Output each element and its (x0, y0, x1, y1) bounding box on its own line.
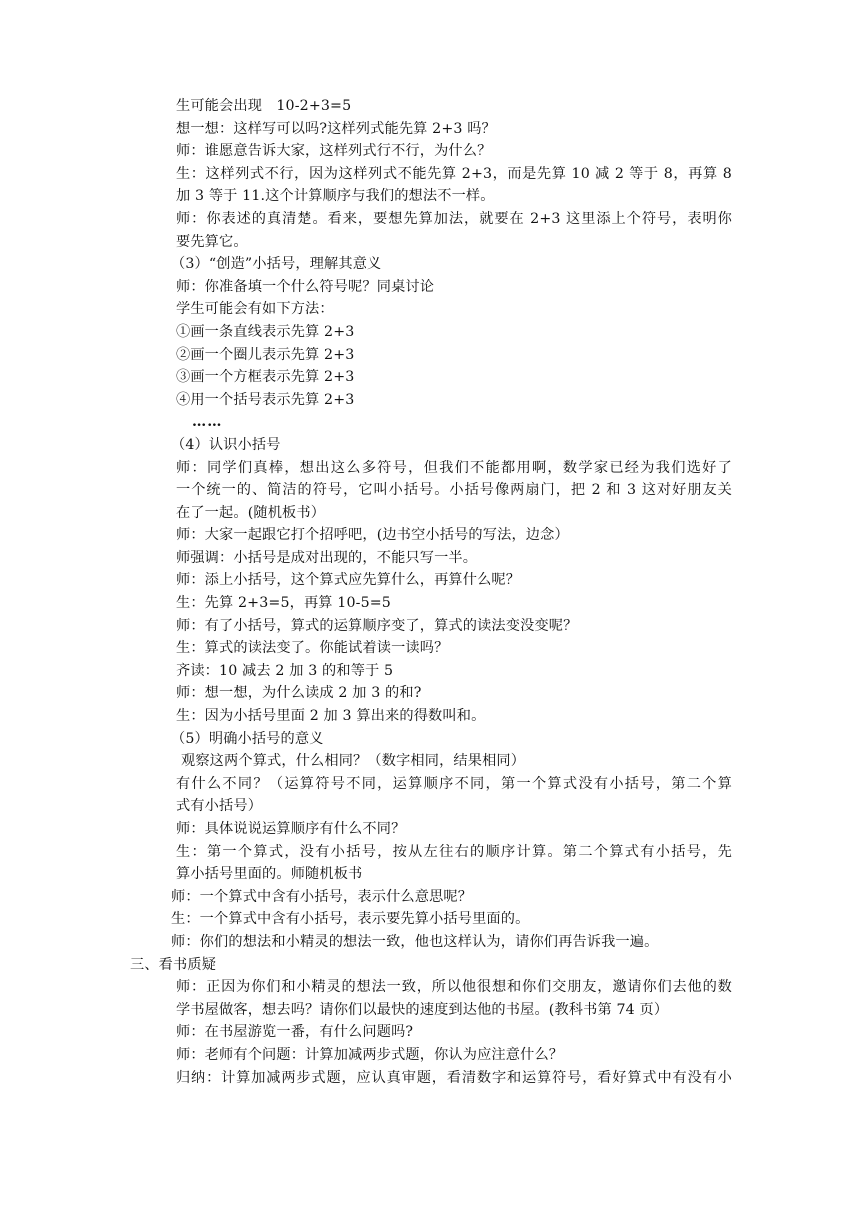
text-line: 师强调：小括号是成对出现的，不能只写一半。 (176, 549, 478, 566)
text-line: 生：因为小括号里面 2 加 3 算出来的得数叫和。 (176, 708, 486, 725)
text-line: 师：老师有个问题：计算加减两步式题，你认为应注意什么？ (176, 1046, 564, 1063)
text-line: 师：一个算式中含有小括号，表示什么意思呢？ (171, 888, 473, 905)
text-line: 齐读：10 减去 2 加 3 的和等于 5 (176, 662, 394, 679)
text-line: 生：算式的读法变了。你能试着读一读吗？ (176, 640, 449, 657)
text-line: 师：添上小括号，这个算式应先算什么，再算什么呢？ (176, 572, 521, 589)
text-line: 师：你们的想法和小精灵的想法一致，他也这样认为，请你们再告诉我一遍。 (171, 933, 659, 950)
text-line: 师：有了小括号，算式的运算顺序变了，算式的读法变没变呢？ (176, 617, 578, 634)
text-line: 有什么不同？（运算符号不同，运算顺序不同，第一个算式没有小括号，第二个算 (176, 775, 732, 792)
list-item: ①画一条直线表示先算 2+3 (176, 323, 355, 340)
text-line: 师：正因为你们和小精灵的想法一致，所以他很想和你们交朋友，邀请你们去他的数 (176, 979, 732, 996)
text-line: 一个统一的、简洁的符号，它叫小括号。小括号像两扇门，把 2 和 3 这对好朋友关 (176, 482, 732, 499)
text-line: 式有小括号） (176, 798, 263, 815)
text-line: 归纳：计算加减两步式题，应认真审题，看清数字和运算符号，看好算式中有没有小 (176, 1069, 732, 1086)
list-item: ③画一个方框表示先算 2+3 (176, 369, 355, 386)
text-line: 想一想：这样写可以吗?这样列式能先算 2+3 吗？ (176, 120, 496, 137)
text-line: 加 3 等于 11.这个计算顺序与我们的想法不一样。 (176, 188, 495, 205)
text-line: 师：谁愿意告诉大家，这样列式行不行，为什么？ (176, 143, 492, 160)
section-heading: 三、看书质疑 (130, 956, 217, 973)
text-line: 要先算它。 (176, 233, 248, 250)
text-line: 学书屋做客，想去吗？请你们以最快的速度到达他的书屋。(教科书第 74 页） (176, 1001, 669, 1018)
text-line: 师：同学们真棒，想出这么多符号，但我们不能都用啊，数学家已经为我们选好了 (176, 459, 732, 476)
text-line: 生：第一个算式，没有小括号，按从左往右的顺序计算。第二个算式有小括号，先 (176, 843, 732, 860)
text-line: 师：你准备填一个什么符号呢？同桌讨论 (176, 278, 435, 295)
document-page (0, 95, 860, 1089)
text-line: 师：你表述的真清楚。看来，要想先算加法，就要在 2+3 这里添上个符号，表明你 (176, 210, 732, 227)
section-heading: （4）认识小括号 (171, 436, 281, 453)
text-line: 观察这两个算式，什么相同？（数字相同，结果相同） (181, 753, 526, 770)
text-line: 师：在书屋游览一番，有什么问题吗? (176, 1024, 414, 1041)
ellipsis: …… (192, 414, 223, 431)
list-item: ④用一个括号表示先算 2+3 (176, 391, 355, 408)
text-line: 生：一个算式中含有小括号，表示要先算小括号里面的。 (171, 911, 530, 928)
list-item: ②画一个圈儿表示先算 2+3 (176, 346, 355, 363)
text-line: 师：大家一起跟它打个招呼吧，(边书空小括号的写法，边念） (176, 527, 569, 544)
text-line: 算小括号里面的。师随机板书 (176, 866, 363, 883)
section-heading: （5）明确小括号的意义 (171, 730, 324, 747)
text-line: 师：想一想，为什么读成 2 加 3 的和? (176, 685, 422, 702)
text-line: 生可能会出现 10-2+3=5 (176, 98, 352, 114)
text-line: 生：先算 2+3=5，再算 10-5=5 (176, 595, 391, 612)
text-line: 学生可能会有如下方法： (176, 301, 334, 318)
text-line: 生：这样列式不行，因为这样列式不能先算 2+3，而是先算 10 减 2 等于 8，再算 8 (176, 165, 732, 182)
section-heading: （3）“创造”小括号，理解其意义 (171, 256, 382, 273)
text-line: 在了一起。(随机板书） (176, 504, 326, 521)
text-line: 师：具体说说运算顺序有什么不同？ (176, 821, 406, 837)
